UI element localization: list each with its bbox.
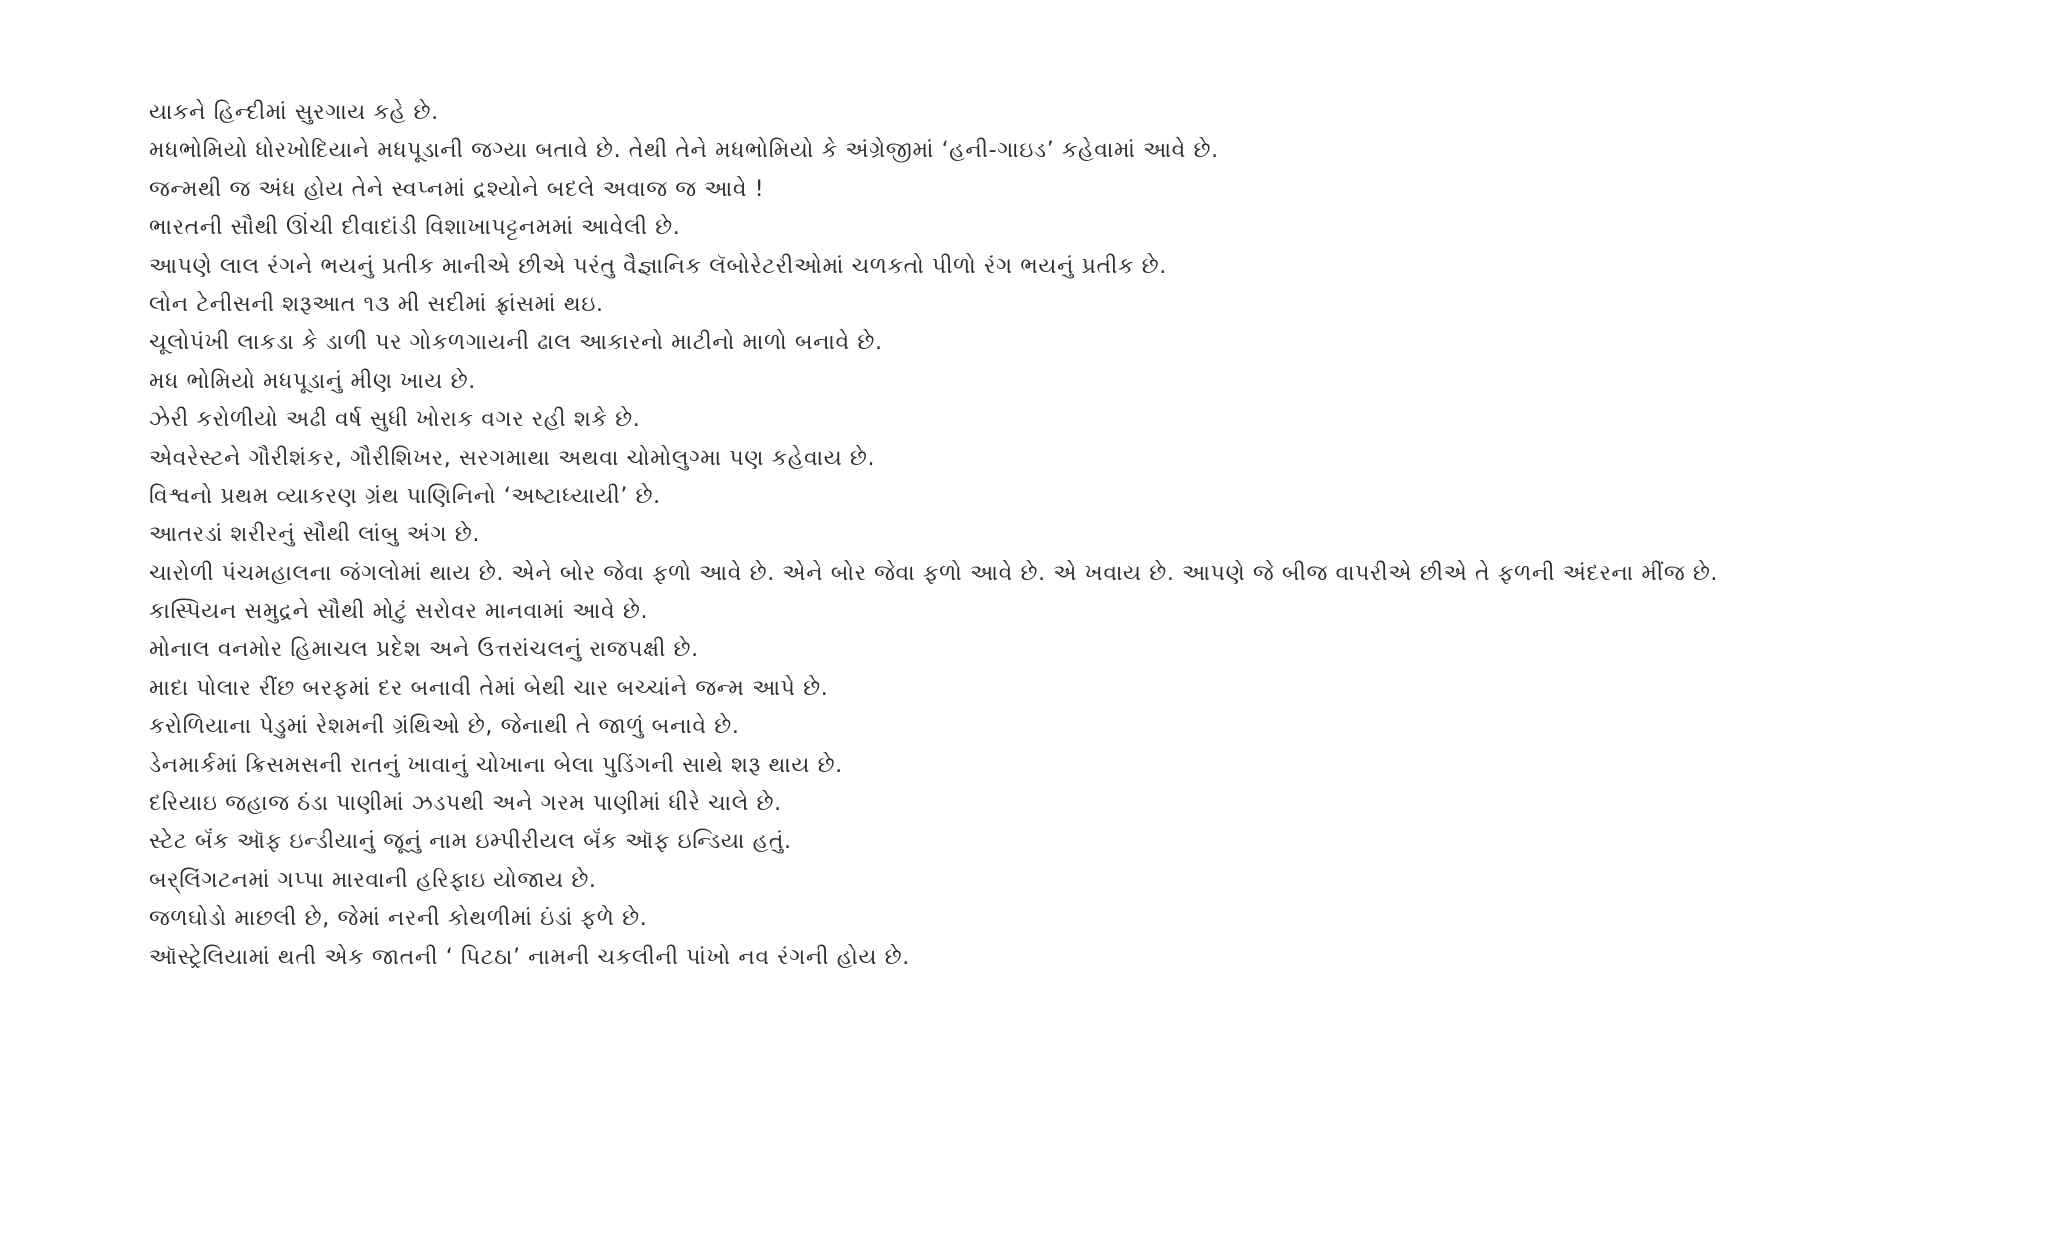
fact-line: આતરડાં શરીરનું સૌથી લાંબુ અંગ છે. [149,522,480,548]
fact-line: ચૂલોપંખી લાકડા કે ડાળી પર ગોકળગાયની ઢાલ આકારનો માટીનો માળો બનાવે છે. [149,330,883,356]
fact-line: મધભોમિયો ધોરખોદિયાને મધપૂડાની જગ્યા બતાવે છે. તેથી તેને મધભોમિયો કે અંગ્રેજીમાં ‘હની-ગાઇડ’ કહેવામાં આવે છે. [149,138,1219,164]
fact-line: બર્‌લિંગટનમાં ગપ્પા મારવાની હરિફાઇ યોજાય છે. [149,867,597,893]
fact-line: ઝેરી કરોળીયો અઢી વર્ષ સુધી ખોરાક વગર રહી શકે છે. [149,407,641,433]
fact-line: એવરેસ્ટને ગૌરીશંકર, ગૌરીશિખર, સરગમાથા અથવા ચોમોલુગ્મા પણ કહેવાય છે. [149,445,876,471]
fact-line: કરોળિયાના પેડુમાં રેશમની ગ્રંથિઓ છે, જેનાથી તે જાળું બનાવે છે. [149,714,740,740]
fact-line: મધ ભોમિયો મધપૂડાનું મીણ ખાય છે. [149,368,476,394]
fact-line: યાકને હિન્દીમાં સુરગાય કહે છે. [149,100,439,125]
facts-list [149,94,2009,977]
fact-line: સ્ટેટ બૅંક ઑફ ઇન્ડીયાનું જૂનું નામ ઇમ્પીરીયલ બૅંક ઑફ ઇન્ડિયા હતું. [149,829,792,855]
fact-line: દરિયાઇ જહાજ ઠંડા પાણીમાં ઝડપથી અને ગરમ પાણીમાં ધીરે ચાલે છે. [149,791,782,817]
fact-line: માદા પોલાર રીંછ બરફમાં દર બનાવી તેમાં બેથી ચાર બચ્ચાંને જન્મ આપે છે. [149,675,829,701]
fact-line: લોન ટેનીસની શરૂઆત ૧૩ મી સદીમાં ફ્રાંસમાં થઇ. [149,291,604,317]
fact-line: કાસ્પિયન સમુદ્રને સૌથી મોટું સરોવર માનવામાં આવે છે. [149,599,649,625]
fact-line: ભારતની સૌથી ઊંચી દીવાદાંડી વિશાખાપટ્ટનમમાં આવેલી છે. [149,215,681,241]
fact-line: જળઘોડો માછલી છે, જેમાં નરની કોથળીમાં ઇંડાં ફળે છે. [149,906,648,932]
fact-line: ડેનમાર્કમાં ક્રિસમસની રાતનું ખાવાનું ચોખાના બેલા પુડિંગની સાથે શરૂ થાય છે. [149,752,843,778]
fact-line: આપણે લાલ રંગને ભયનું પ્રતીક માનીએ છીએ પરંતુ વૈજ્ઞાનિક લૅબોરેટરીઓમાં ચળકતો પીળો રંગ ભયનું પ્રતીક છે. [149,253,1167,279]
fact-line: જન્મથી જ અંધ હોય તેને સ્વપ્નમાં દ્રશ્યોને બદલે અવાજ જ આવે ! [149,176,765,202]
fact-line: મોનાલ વનમોર હિમાચલ પ્રદેશ અને ઉત્તરાંચલનું રાજપક્ષી છે. [149,637,699,663]
fact-line: વિશ્વનો પ્રથમ વ્યાકરણ ગ્રંથ પાણિનિનો ‘અષ્ટાધ્યાયી’ છે. [149,483,661,509]
fact-line: ઑસ્ટ્રેલિયામાં થતી એક જાતની ‘ પિટઠા’ નામની ચકલીની પાંખો નવ રંગની હોય છે. [149,944,910,970]
fact-line: ચારોળી પંચમહાલના જંગલોમાં થાય છે. એને બોર જેવા ફળો આવે છે. એને બોર જેવા ફળો આવે છે. એ ખવાય છે. આપણે જે બીજ વાપરીએ છીએ તે ફળની અંદરના મીંજ છે. [149,560,1719,586]
